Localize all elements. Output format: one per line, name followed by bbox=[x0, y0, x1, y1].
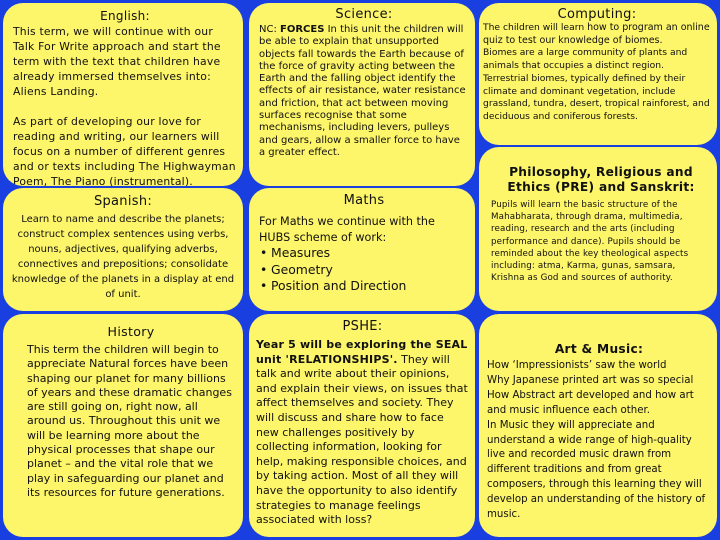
english-paragraph-1: This term, we will continue with our Talk For Write approach and start the term with the text that children have already immersed themselves into: Aliens Landing. bbox=[13, 25, 221, 98]
maths-topic-item: • Measures bbox=[271, 245, 469, 262]
spanish-card bbox=[3, 188, 243, 311]
science-text: In this unit the children will be able to explain that unsupported objects fall towards the Earth because of the force of gravity acting between the Earth and the falling object identify the effects of air resistance, water resistance and friction, that act between moving surfaces recognise that some mechanisms, including levers, pulleys and gears, allow a smaller force to have a greater effect. bbox=[259, 24, 466, 158]
maths-topic-item: • Position and Direction bbox=[271, 278, 469, 295]
science-body bbox=[259, 24, 469, 159]
pre-card bbox=[479, 147, 717, 311]
art-music-card bbox=[479, 314, 717, 537]
science-prefix: NC: bbox=[259, 24, 281, 35]
art-line: How Abstract art developed and how art and music influence each other. bbox=[487, 389, 694, 416]
art-music-body bbox=[487, 359, 711, 523]
maths-topic-list bbox=[259, 245, 469, 295]
science-title: Science: bbox=[335, 7, 393, 22]
english-paragraph-2: As part of developing our love for reading and writing, our learners will focus on a number of different genres and or texts including The Highwayman Poem, The Piano (instrumental). bbox=[13, 115, 236, 186]
spanish-body: Learn to name and describe the planets; construct complex sentences using verbs, nouns, adjectives, qualifying adverbs, connectives and prepositions; consolidate knowledge of the planets in a display at end of unit. bbox=[11, 214, 235, 300]
maths-body: For Maths we continue with the HUBS scheme of work: bbox=[259, 215, 435, 244]
music-line: In Music they will appreciate and understand a wide range of high-quality live and recorded music drawn from different traditions and from great composers, through this learning they will develop an understanding of the history of music. bbox=[487, 419, 706, 521]
maths-topic-item: • Geometry bbox=[271, 262, 469, 279]
maths-title: Maths bbox=[343, 193, 385, 208]
pshe-body bbox=[256, 338, 469, 528]
computing-body: Biomes are a large community of plants and animals that occupies a distinct region. Terrestrial biomes, typically defined by their climate and dominant vegetation, include grassland, tundra, desert, tropical rainforest, and deciduous and coniferous forests. bbox=[483, 47, 710, 122]
art-line: How ‘Impressionists’ saw the world bbox=[487, 360, 667, 371]
pshe-intro: Year 5 will be exploring the SEAL unit 'RELATIONSHIPS'. bbox=[256, 338, 468, 366]
pre-body: Pupils will learn the basic structure of the Mahabharata, through drama, multimedia, reading, research and the arts (including performance and dance). Pupils should be reminded about the key theological aspects including: atma, Karma, gunas, samsara, Krishna as God and sources of authority. bbox=[491, 200, 689, 284]
english-card bbox=[3, 3, 243, 186]
history-card bbox=[3, 314, 243, 537]
science-keyword: FORCES bbox=[280, 24, 325, 35]
computing-lead-start: The children will learn bbox=[483, 22, 588, 33]
spanish-title: Spanish: bbox=[93, 194, 153, 209]
art-music-title: Art & Music: bbox=[554, 342, 644, 356]
computing-lead-rest: how to program an online quiz to test our knowledge of biomes. bbox=[483, 22, 710, 46]
pre-title: Philosophy, Religious and Ethics (PRE) and Sanskrit: bbox=[507, 165, 695, 194]
computing-title: Computing: bbox=[557, 7, 637, 22]
art-line: Why Japanese printed art was so special bbox=[487, 374, 694, 386]
history-body: This term the children will begin to appreciate Natural forces have been shaping our planet for many billions of years and these dramatic changes are still going on, right now, all around us. Throughout this unit we will be learning more about the physical processes that shape our planet – and the vital role that we play in safeguarding our planet and its resources for future generations. bbox=[27, 343, 232, 499]
pshe-card bbox=[249, 314, 475, 537]
pshe-text: They will talk and write about their opinions, and explain their views, on issues that affect themselves and society. They will discuss and share how to face new challenges positively by collecting information, looking for help, making responsible choices, and by taking action. Most of all they will have the opportunity to also identify strategies to manage feelings associated with loss? bbox=[256, 352, 468, 527]
english-title: English: bbox=[100, 9, 150, 23]
computing-card bbox=[479, 3, 717, 145]
science-card bbox=[249, 3, 475, 186]
history-title: History bbox=[107, 324, 155, 339]
maths-card bbox=[249, 188, 475, 311]
computing-lead bbox=[483, 22, 711, 47]
pshe-title: PSHE: bbox=[342, 319, 383, 334]
